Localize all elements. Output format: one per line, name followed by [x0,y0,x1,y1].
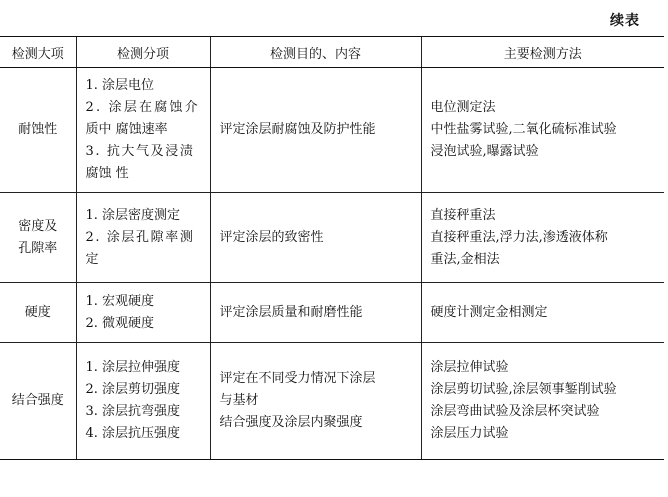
method-line: 涂层剪切试验,涂层领事錾削试验 [430,382,617,397]
method-line: 中性盐雾试验,二氧化硫标准试验 [430,122,617,137]
table-row [0,68,664,193]
category-text: 硬度 [24,304,51,320]
method-line: 涂层弯曲试验及涂层杯突试验 [430,404,600,419]
methods-cell [421,343,664,460]
category-text: 耐蚀性 [18,122,58,137]
table-row [0,283,664,343]
methods-cell [421,193,664,283]
inspection-table [0,36,664,460]
header-items: 检测分项 [76,37,210,68]
items-cell [76,68,210,193]
category-text: 密度及 [18,218,58,234]
item-line: 2. 微观硬度 [85,315,155,331]
method-line: 硬度计测定金相测定 [430,304,548,320]
header-methods: 主要检测方法 [421,37,664,68]
items-cell [76,283,210,343]
item-line: 3. 涂层抗弯强度 [85,404,181,419]
method-line: 重法,金相法 [430,251,500,267]
item-line: 1. 涂层密度测定 [85,207,181,223]
item-line: 1. 涂层拉伸强度 [85,360,181,375]
method-line: 浸泡试验,曝露试验 [430,144,539,159]
item-line: 质中 腐蚀速率 [85,122,168,137]
purpose-line: 评定在不同受力情况下涂层 [219,371,376,386]
item-line: 2. 涂层孔隙率测 [85,229,195,245]
category-cell [0,193,76,283]
method-line: 直接秤重法 [430,207,496,223]
method-line: 电位测定法 [430,100,496,115]
purpose-cell [210,283,421,343]
table-caption: 续表 [610,13,640,29]
table-row [0,193,664,283]
item-line: 3. 抗大气及浸渍 [85,144,195,159]
purpose-line: 评定涂层耐腐蚀及防护性能 [219,122,376,137]
header-category: 检测大项 [0,37,76,68]
item-line: 定 [85,251,99,267]
category-text: 结合强度 [11,393,64,408]
item-line: 2. 涂层剪切强度 [85,382,181,397]
purpose-cell [210,343,421,460]
category-cell [0,343,76,460]
category-cell [0,283,76,343]
items-cell [76,343,210,460]
method-line: 直接秤重法,浮力法,渗透液体称 [430,229,608,245]
purpose-line: 评定涂层的致密性 [219,229,324,245]
header-purpose: 检测目的、内容 [210,37,421,68]
item-line: 1. 宏观硬度 [85,293,155,309]
item-line: 4. 涂层抗压强度 [85,426,181,441]
item-line: 腐蚀 性 [85,166,129,181]
purpose-line: 与基材 [219,393,259,408]
purpose-cell [210,193,421,283]
item-line: 2. 涂层在腐蚀介 [85,100,200,115]
category-cell [0,68,76,193]
category-text: 孔隙率 [18,240,58,256]
table-header-row [0,37,664,68]
methods-cell [421,283,664,343]
purpose-line: 结合强度及涂层内聚强度 [219,415,363,430]
item-line: 1. 涂层电位 [85,78,155,93]
purpose-cell [210,68,421,193]
items-cell [76,193,210,283]
method-line: 涂层拉伸试验 [430,360,509,375]
methods-cell [421,68,664,193]
purpose-line: 评定涂层质量和耐磨性能 [219,304,363,320]
method-line: 涂层压力试验 [430,426,509,441]
table-row [0,343,664,460]
